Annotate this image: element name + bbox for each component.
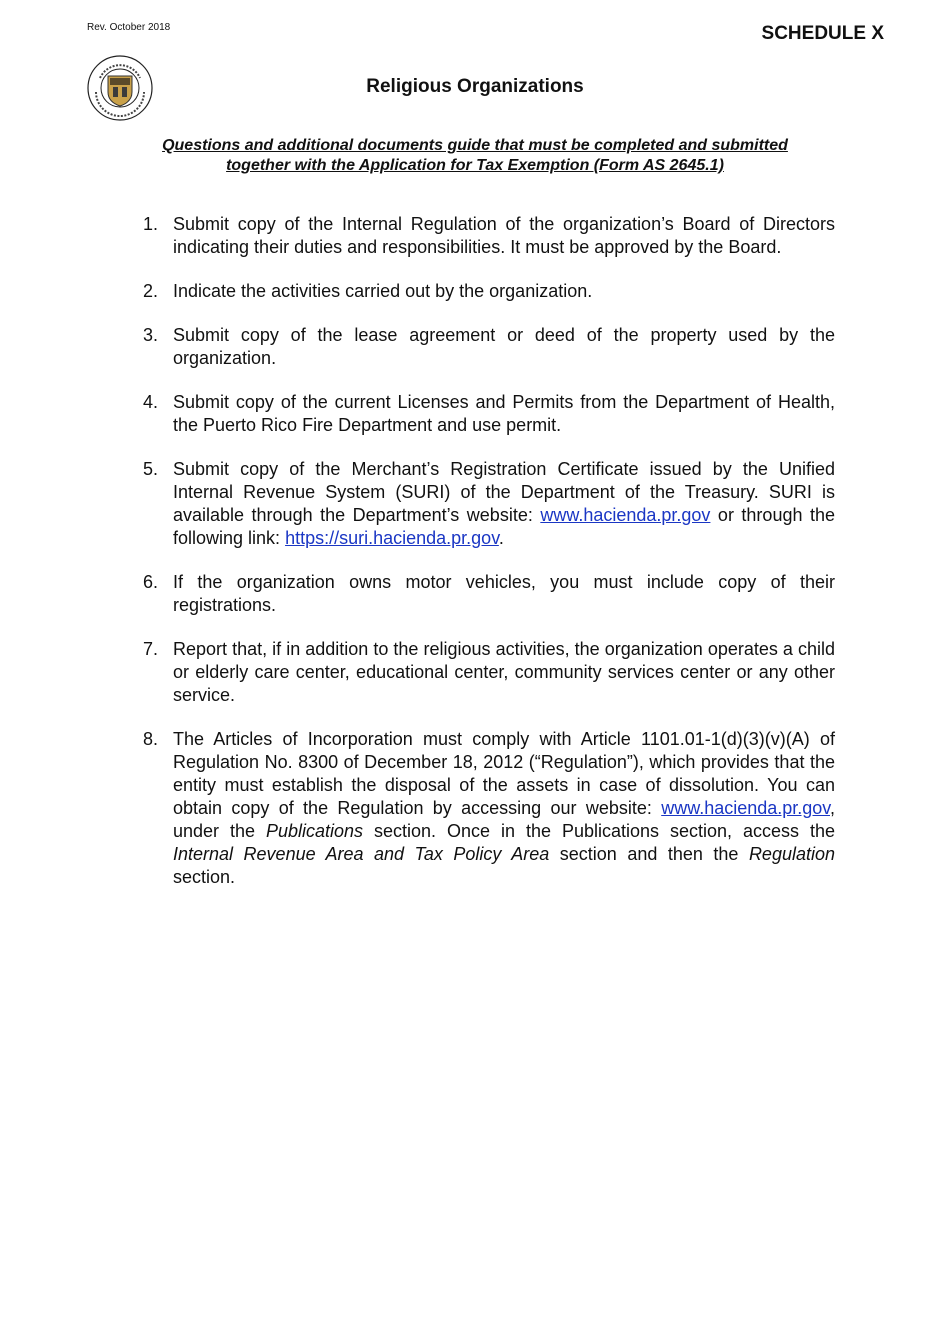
requirements-list — [140, 213, 835, 910]
item-text — [173, 459, 835, 548]
suri-link[interactable]: https://suri.hacienda.pr.gov — [285, 528, 499, 548]
publications-emphasis: Publications — [266, 821, 364, 841]
list-item — [140, 571, 835, 617]
item-text-b: or through the following link: — [173, 505, 835, 548]
item-number: 7. — [143, 639, 159, 659]
item-number: 8. — [143, 729, 159, 749]
item-number: 5. — [143, 459, 159, 479]
item-text: Submit copy of the Internal Regulation of the organization’s Board of Directors indicating their duties and responsibilities. It must be approved by the Board. — [173, 214, 835, 257]
item-text-a: The Articles of Incorporation must comply with Article 1101.01-1(d)(3)(v)(A) of Regulation No. 8300 of December 18, 2012 (“Regulation”), which provides that the entity must establish the disposal of the assets in case of dissolution. You can obtain copy of the Regulation by accessing our website: — [173, 729, 835, 818]
list-item — [140, 391, 835, 437]
subtitle-line-1: Questions and additional documents guide that must be completed and submitted — [162, 137, 788, 154]
subtitle-line-2: together with the Application for Tax Exemption (Form AS 2645.1) — [226, 157, 724, 174]
list-item — [140, 280, 835, 303]
item-number: 1. — [143, 214, 159, 234]
item-text-c: . — [498, 528, 504, 548]
item-text: If the organization owns motor vehicles, you must include copy of their registrations. — [173, 572, 835, 615]
item-number: 6. — [143, 572, 159, 592]
item-text-b: , under the — [173, 798, 835, 841]
item-text-c: section. Once in the Publications section, access the — [363, 821, 836, 841]
item-number: 3. — [143, 325, 159, 345]
list-item — [140, 213, 835, 259]
hacienda-website-link[interactable]: www.hacienda.pr.gov — [661, 798, 830, 818]
list-item — [140, 458, 835, 550]
item-text: Report that, if in addition to the religious activities, the organization operates a child or elderly care center, educational center, community services center or any other service. — [173, 639, 835, 705]
subtitle — [120, 136, 830, 176]
item-text-a: Submit copy of the Merchant’s Registration Certificate issued by the Unified Internal Revenue System (SURI) of the Department of the Treasury. SURI is available through the Department’s website: — [173, 459, 835, 525]
area-emphasis: Internal Revenue Area and Tax Policy Area — [173, 844, 550, 864]
item-text: Indicate the activities carried out by the organization. — [173, 281, 593, 301]
regulation-emphasis: Regulation — [748, 844, 835, 864]
item-text-d: section and then the — [549, 844, 749, 864]
revision-date: Rev. October 2018 — [87, 22, 171, 33]
schedule-label: SCHEDULE X — [761, 23, 884, 44]
item-text: Submit copy of the lease agreement or deed of the property used by the organization. — [173, 325, 835, 368]
list-item — [140, 728, 835, 889]
list-item — [140, 324, 835, 370]
item-text: Submit copy of the current Licenses and Permits from the Department of Health, the Puerto Rico Fire Department and use permit. — [173, 392, 835, 435]
item-number: 4. — [143, 392, 159, 412]
list-item — [140, 638, 835, 707]
item-number: 2. — [143, 281, 159, 301]
item-text — [173, 729, 835, 887]
page-title: Religious Organizations — [366, 76, 584, 97]
item-text-e: section. — [173, 867, 236, 887]
hacienda-website-link[interactable]: www.hacienda.pr.gov — [540, 505, 711, 525]
